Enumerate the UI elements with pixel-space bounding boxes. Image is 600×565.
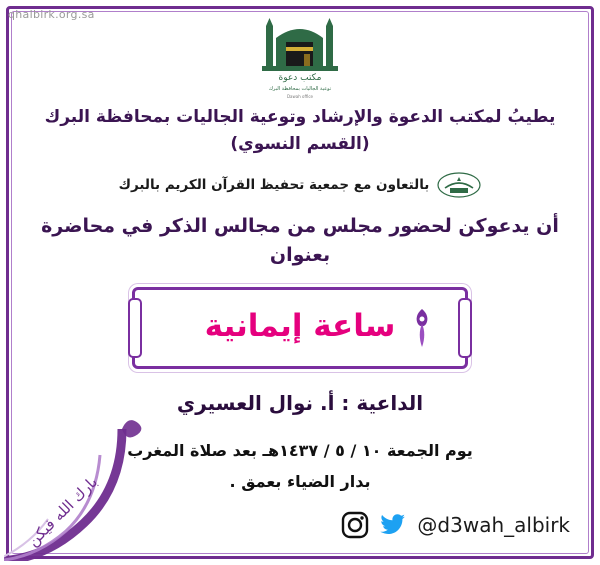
twitter-icon[interactable] [379,511,407,539]
dawah-office-logo [252,16,348,102]
social-handle: @d3wah_albirk [417,513,570,537]
cooperation-text: بالتعاون مع جمعية تحفيظ القرآن الكريم بالبرك [118,177,430,194]
flower-ornament-icon [409,307,435,349]
cooperation-row [28,172,572,198]
header-organization: يطيبُ لمكتب الدعوة والإرشاد وتوعية الجاليات بمحافظة البرك (القسم النسوي) [44,107,556,155]
logo-container [0,16,600,102]
svg-text:Dawah office: Dawah office [286,94,314,99]
event-place: بدار الضياء بعمق . [229,472,371,492]
svg-text:مكتب دعوة: مكتب دعوة [278,73,322,83]
footer-social [0,511,570,539]
site-watermark: qhalbirk.org.sa [8,8,95,21]
speaker-name: الداعية : أ. نوال العسيري [176,391,424,416]
title-plaque-container [28,287,572,369]
svg-text:توعية الجاليات بمحافظة البرك: توعية الجاليات بمحافظة البرك [268,86,332,92]
corner-calligraphy-text: بارك الله فيكن [23,472,102,551]
invitation-text: أن يدعوكن لحضور مجلس من مجالس الذكر في محاضرة بعنوان [41,215,559,266]
event-date: يوم الجمعة ١٠ / ٥ / ١٤٣٧هـ بعد صلاة المغرب [127,441,473,461]
title-plaque [132,287,468,369]
instagram-icon[interactable] [341,511,369,539]
lecture-title: ساعة إيمانية [204,307,396,344]
quran-society-logo [437,172,481,198]
poster-content [28,100,572,491]
